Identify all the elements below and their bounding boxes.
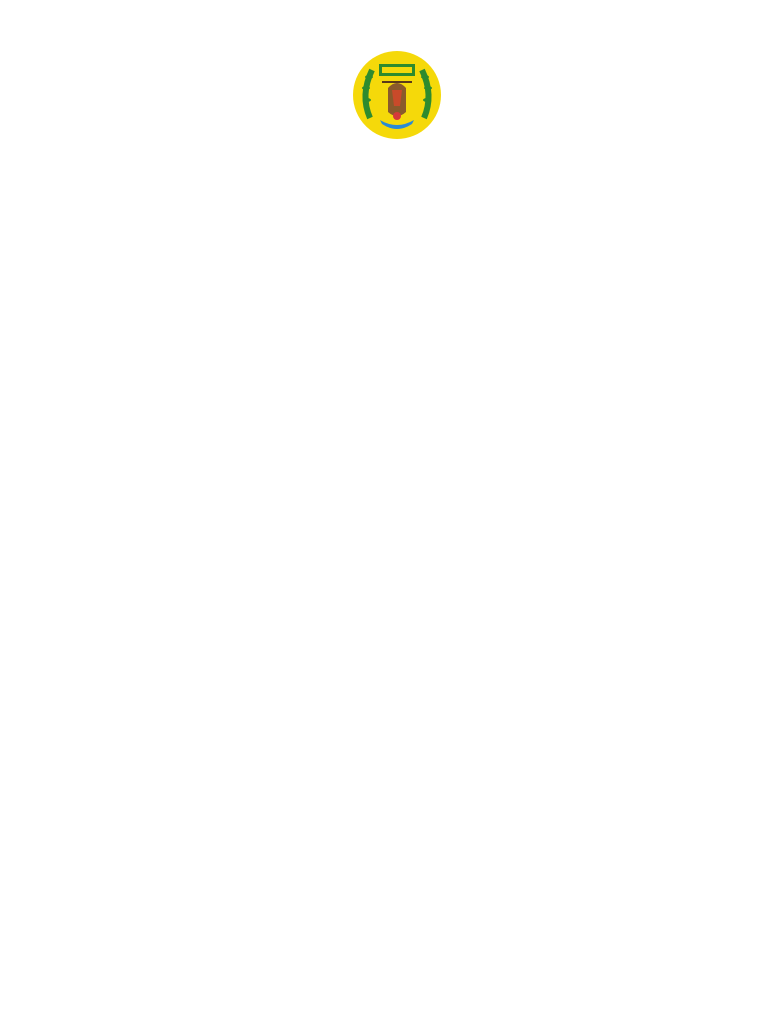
coat-of-arms-icon	[352, 50, 442, 140]
document-title	[80, 138, 680, 152]
